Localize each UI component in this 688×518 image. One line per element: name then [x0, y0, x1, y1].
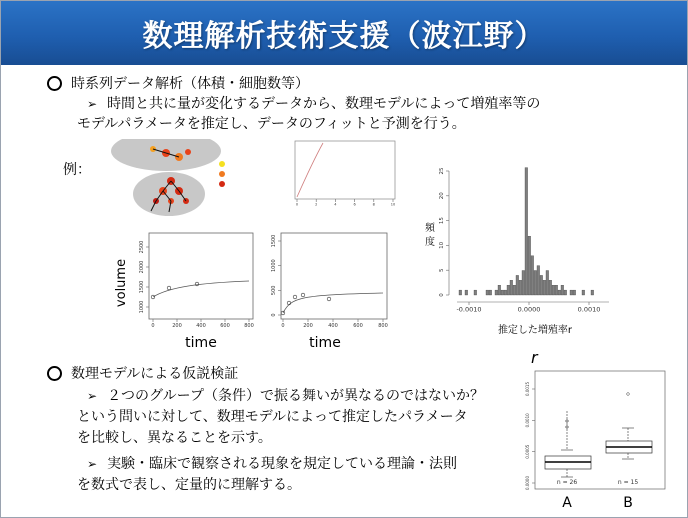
histogram-bar: [516, 275, 519, 295]
color-legend-dots: [214, 159, 230, 191]
mini-x-ticks: [296, 199, 395, 207]
histogram-y-tick-label: 0: [439, 293, 445, 297]
histogram-x-tick-label: 0.0000: [517, 305, 541, 314]
growth-rate-histogram: [419, 161, 619, 336]
histogram-bar: [537, 266, 540, 295]
histogram-bars: [459, 168, 594, 295]
histogram-xlabel: 推定した増殖率r: [497, 325, 573, 336]
circle-bullet-icon: [47, 366, 62, 381]
boxplot-n-a: n = 26: [556, 479, 578, 486]
histogram-y-tick-label: 20: [439, 192, 445, 200]
section2-heading: 数理モデルによる仮説検証: [71, 366, 239, 382]
volume-x-tick-label: 600: [220, 323, 230, 329]
histogram-bar: [525, 168, 528, 295]
histogram-bar: [555, 285, 558, 295]
histogram-bar: [552, 285, 555, 295]
histogram-bar: [558, 290, 561, 295]
boxplot-y-ticks: [525, 382, 535, 490]
mini-x-tick-label: 8: [372, 202, 375, 207]
boxplot-y-tick-label: 0.0010: [525, 413, 530, 428]
section2-bullet: [47, 363, 238, 383]
boxplot-label-a: A: [562, 495, 572, 511]
histogram-bar: [549, 280, 552, 295]
histogram-bar: [531, 256, 534, 295]
section2-item1-line3: を比較し、異なることを示す。: [77, 430, 272, 446]
cells-y-ticks: [271, 235, 281, 317]
histogram-bar: [489, 290, 492, 295]
cells-y-tick-label: 1000: [271, 259, 277, 273]
cells-y-tick-label: 1500: [271, 234, 277, 248]
volume-x-tick-label: 800: [244, 323, 254, 329]
histogram-bar: [498, 285, 501, 295]
histogram-bar: [582, 290, 585, 295]
cells-y-tick-label: 0: [271, 313, 277, 317]
histogram-bar: [528, 236, 531, 295]
histogram-y-ticks: [439, 167, 449, 297]
section2-item2-line1: 実験・臨床で観察される現象を規定している理論・法則: [107, 456, 458, 472]
cells-x-tick-label: 200: [303, 323, 313, 329]
cells-xlabel: time: [309, 335, 341, 349]
histogram-bar: [561, 285, 564, 295]
section1-line1: 時間と共に量が変化するデータから、数理モデルによって増殖率等の: [107, 96, 541, 112]
arrow-bullet-icon: ➢: [87, 457, 98, 471]
histogram-y-tick-label: 25: [439, 167, 445, 175]
boxplot-y-tick-label: 0.0005: [525, 444, 530, 459]
mini-growth-plot: [291, 139, 401, 209]
volume-y-ticks: [139, 241, 149, 314]
mini-x-tick-label: 2: [315, 202, 318, 207]
histogram-y-tick-label: 10: [439, 241, 445, 249]
volume-x-ticks: [151, 319, 253, 329]
section1-bullet: [47, 73, 309, 93]
cell-count-plot: [263, 227, 393, 349]
histogram-bar: [564, 290, 567, 295]
volume-x-tick-label: 200: [172, 323, 182, 329]
histogram-bar: [465, 290, 468, 295]
volume-x-tick-label: 400: [196, 323, 206, 329]
volume-y-tick-label: 1000: [139, 300, 145, 314]
cells-y-tick-label: 500: [271, 285, 277, 296]
histogram-bar: [459, 290, 462, 295]
histogram-x-ticks: [456, 302, 600, 314]
mini-x-tick-label: 6: [353, 202, 356, 207]
volume-xlabel: time: [185, 335, 217, 349]
volume-y-tick-label: 1500: [139, 280, 145, 294]
histogram-bar: [540, 275, 543, 295]
histogram-bar: [510, 280, 513, 295]
volume-x-tick-label: 0: [151, 323, 155, 329]
arrow-bullet-icon: ➢: [87, 389, 98, 403]
boxplot-title: r: [531, 349, 538, 367]
histogram-y-tick-label: 15: [439, 217, 445, 225]
section1-text: [77, 94, 541, 134]
section1-heading: 時系列データ解析（体積・細胞数等）: [71, 76, 309, 92]
histogram-bar: [543, 280, 546, 295]
box-group-a: [545, 411, 591, 477]
histogram-x-tick-label: 0.0010: [577, 305, 601, 314]
histogram-x-tick-label: -0.0010: [456, 305, 482, 314]
mini-x-tick-label: 4: [334, 202, 337, 207]
section2-item2-line2: を数式で表し、定量的に理解する。: [77, 477, 301, 493]
section2-item1-line2: という問いに対して、数理モデルによって推定したパラメータ: [77, 409, 468, 425]
histogram-bar: [504, 290, 507, 295]
box-group-b: [606, 393, 652, 459]
histogram-bar: [513, 285, 516, 295]
cells-fit-curve: [283, 293, 383, 313]
mini-x-tick-label: 10: [390, 202, 396, 207]
cells-x-tick-label: 0: [281, 323, 285, 329]
histogram-bar: [519, 280, 522, 295]
volume-plot: [109, 227, 259, 349]
title-bar: [1, 1, 687, 65]
boxplot-label-b: B: [623, 495, 633, 511]
section1-line2: モデルパラメータを推定し、データのフィットと予測を行う。: [77, 116, 466, 132]
arrow-bullet-icon: ➢: [87, 97, 98, 111]
histogram-bar: [570, 290, 573, 295]
histogram-bar: [534, 271, 537, 296]
cells-x-tick-label: 600: [353, 323, 363, 329]
histogram-bar: [573, 290, 576, 295]
circle-bullet-icon: [47, 76, 62, 91]
section2-text: [77, 386, 484, 496]
histogram-bar: [522, 271, 525, 296]
slide-title: 数理解析技術支援（波江野）: [142, 19, 546, 54]
histogram-bar: [486, 290, 489, 295]
example-label: 例：: [63, 162, 91, 178]
histogram-ylabel-2: 度: [425, 237, 435, 248]
cells-x-tick-label: 800: [378, 323, 388, 329]
histogram-ylabel-1: 頻: [425, 223, 435, 234]
boxplot-n-b: n = 15: [617, 479, 639, 486]
histogram-bar: [495, 290, 498, 295]
cell-dot: [185, 149, 191, 155]
histogram-bar: [507, 285, 510, 295]
histogram-bar: [501, 290, 504, 295]
histogram-bar: [474, 290, 477, 295]
histogram-bar: [546, 271, 549, 296]
volume-ylabel: volume: [114, 258, 129, 308]
cells-x-tick-label: 400: [328, 323, 338, 329]
boxplot-y-tick-label: 0.0015: [525, 382, 530, 396]
histogram-y-tick-label: 5: [439, 268, 445, 272]
boxplot-y-tick-label: 0.0000: [525, 476, 530, 490]
volume-y-tick-label: 2500: [139, 240, 145, 254]
volume-y-tick-label: 2000: [139, 260, 145, 274]
section2-item1-line1: ２つのグループ（条件）で振る舞いが異なるのではないか？: [107, 388, 484, 404]
mini-x-tick-label: 0: [295, 202, 299, 207]
cells-x-ticks: [281, 319, 387, 329]
mini-curve: [297, 143, 323, 197]
group-boxplot: [521, 349, 671, 514]
histogram-bar: [591, 290, 594, 295]
